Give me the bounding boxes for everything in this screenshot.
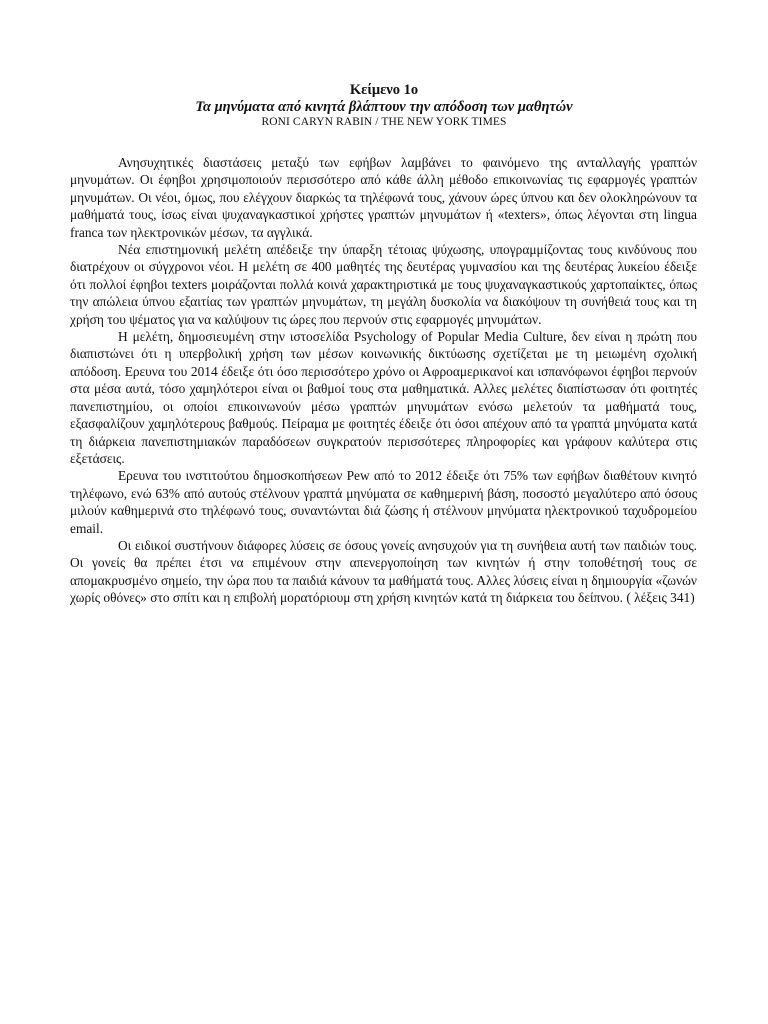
article-body	[70, 154, 697, 607]
paragraph: Νέα επιστημονική μελέτη απέδειξε την ύπαρξη τέτοιας ψύχωσης, υπογραμμίζοντας τους κινδύνους που διατρέχουν οι σύγχρονοι νέοι. Η μελέτη σε 400 μαθητές της δευτέρας γυμνασίου και της δευτέρας λυκείου έδειξε ότι πολλοί έφηβοι texters μοιράζονται πολλά κοινά χαρακτηριστικά με τους ψυχαναγκαστικούς χαρτοπαίκτες, όπως την απώλεια ύπνου εξαιτίας των γραπτών μηνυμάτων, τη μεγάλη δυσκολία να διακόψουν τη συνήθειά τους και τη χρήση του ψέματος για να καλύψουν τις ώρες που περνούν στις εφαρμογές μηνυμάτων.	[70, 242, 697, 327]
paragraph: Ανησυχητικές διαστάσεις μεταξύ των εφήβων λαμβάνει το φαινόμενο της ανταλλαγής γραπτών μηνυμάτων. Οι έφηβοι χρησιμοποιούν περισσότερο από κάθε άλλη μέθοδο επικοινωνίας τις εφαρμογές γραπτών μηνυμάτων. Οι νέοι, όμως, που ελέγχουν διαρκώς τα τηλέφωνά τους, χάνουν ώρες ύπνου και δεν ολοκληρώνουν τα μαθήματά τους, ίσως είναι ψυχαναγκαστικοί χρήστες γραπτών μηνυμάτων ή «texters», όπως λέγονται στη lingua franca των ηλεκτρονικών μέσων, τα αγγλικά.	[70, 155, 697, 240]
document-header	[0, 82, 768, 129]
article-headline: Τα μηνύματα από κινητά βλάπτουν την απόδοση των μαθητών	[195, 99, 573, 115]
paragraph: Οι ειδικοί συστήνουν διάφορες λύσεις σε όσους γονείς ανησυχούν για τη συνήθεια αυτή των παιδιών τους. Οι γονείς θα πρέπει έτσι να επιμένουν στην απενεργοποίηση των κινητών ή στην τοποθέτησή τους σε απομακρυσμένο σημείο, την ώρα που τα παιδιά κάνουν τα μαθήματά τους. Αλλες λύσεις είναι η δημιουργία «ζωνών χωρίς οθόνες» στο σπίτι και η επιβολή μορατόριουμ στη χρήση κινητών κατά τη διάρκεια του δείπνου. ( λέξεις 341)	[70, 537, 697, 606]
paragraph: Η μελέτη, δημοσιευμένη στην ιστοσελίδα Psychology of Popular Media Culture, δεν είναι η πρώτη που διαπιστώνει ότι η υπερβολική χρήση των μέσων κοινωνικής δικτύωσης σχετίζεται με τη μειωμένη σχολική απόδοση. Ερευνα του 2014 έδειξε ότι όσο περισσότερο χρόνο οι Αφροαμερικανοί και ισπανόφωνοι έφηβοι περνούν στα μέσα αυτά, τόσο χαμηλότεροι είναι οι βαθμοί τους στα μαθηματικά. Αλλες μελέτες διαπίστωσαν ότι φοιτητές πανεπιστημίου, οι οποίοι επικοινωνούν μέσω γραπτών μηνυμάτων ενόσω μελετούν τα μαθήματά τους, εξασφαλίζουν χαμηλότερους βαθμούς. Πείραμα με φοιτητές έδειξε ότι όσοι απέχουν από τα γραπτά μηνύματα κατά τη διάρκεια πανεπιστημιακών παραδόσεων συγκρατούν περισσότερες πληροφορίες και γράφουν καλύτερα στις εξετάσεις.	[70, 329, 697, 466]
paragraph: Ερευνα του ινστιτούτου δημοσκοπήσεων Pew από το 2012 έδειξε ότι 75% των εφήβων διαθέτουν κινητό τηλέφωνο, ενώ 63% από αυτούς στέλνουν γραπτά μηνύματα σε καθημερινή βάση, ποσοστό μεγαλύτερο από όσους μιλούν καθημερινά στο τηλέφωνό τους, συναντώνται διά ζώσης ή στέλνουν μηνύματα ηλεκτρονικού ταχυδρομείου email.	[70, 468, 697, 536]
document-title: Κείμενο 1ο	[349, 82, 419, 98]
article-byline: RONI CARYN RABIN / THE NEW YORK TIMES	[261, 116, 507, 128]
